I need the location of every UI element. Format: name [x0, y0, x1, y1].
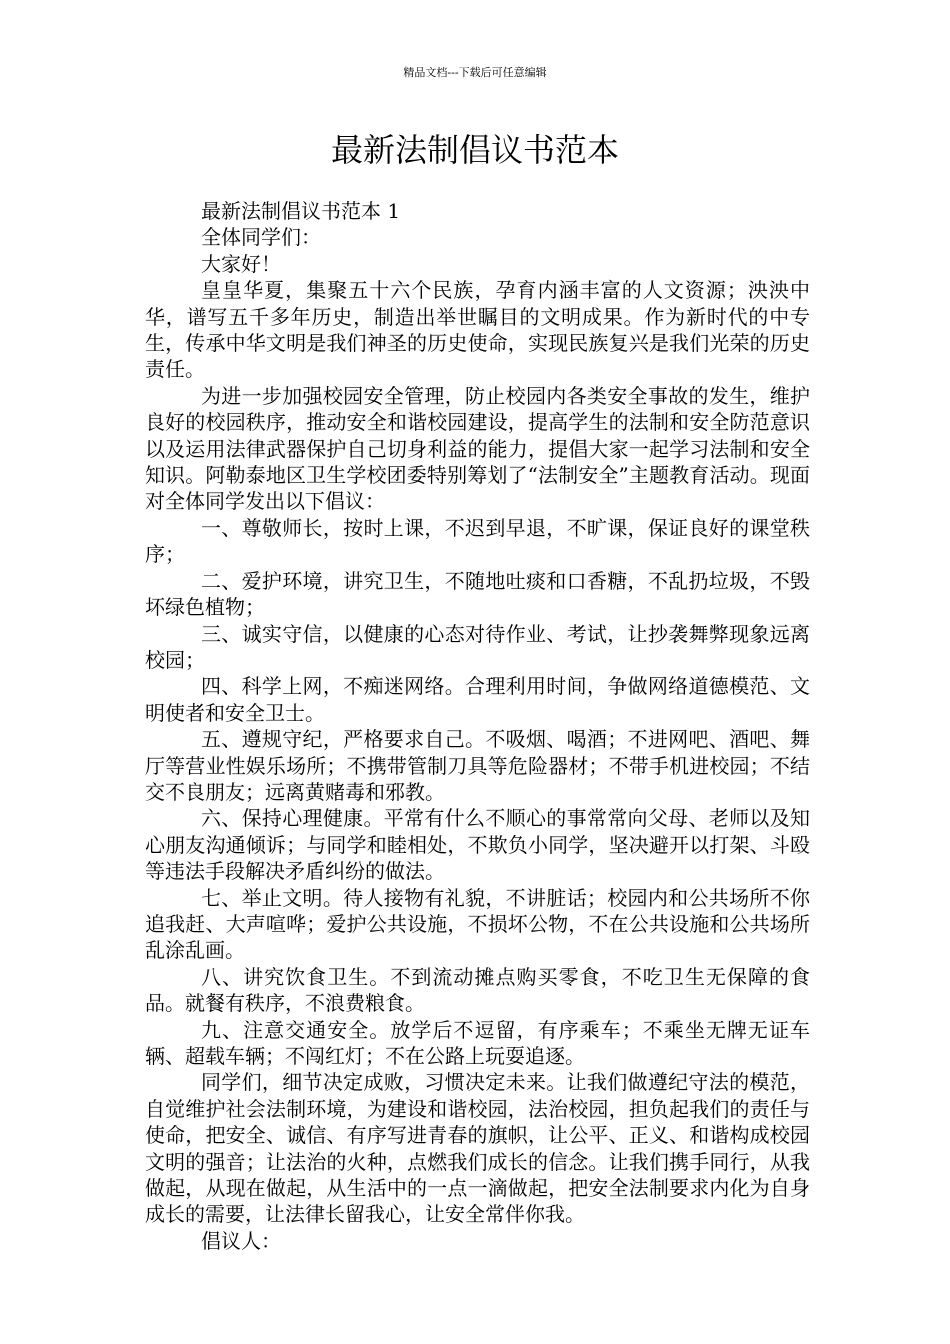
proposal-item-5: 五、遵规守纪，严格要求自己。不吸烟、喝酒；不进网吧、酒吧、舞厅等营业性娱乐场所；不携带管制刀具等危险器材；不带手机进校园；不结交不良朋友；远离黄赌毒和邪教。	[145, 727, 810, 804]
subtitle-line: 最新法制倡议书范本 1	[201, 199, 401, 223]
salutation: 全体同学们：	[201, 225, 321, 250]
proposal-item-8: 八、讲究饮食卫生。不到流动摊点购买零食，不吃卫生无保障的食品。就餐有秩序，不浪费粮食。	[145, 964, 810, 1016]
paragraph-closing: 同学们，细节决定成败，习惯决定未来。让我们做遵纪守法的模范，自觉维护社会法制环境，为建设和谐校园，法治校园，担负起我们的责任与使命，把安全、诚信、有序写进青春的旗帜，让公平、正义、和谐构成校园文明的强音；让法治的火种，点燃我们成长的信念。让我们携手同行，从我做起，从现在做起，从生活中的一点一滴做起，把安全法制要求内化为自身成长的需要，让法律长留我心，让安全常伴你我。	[145, 1070, 810, 1227]
signature-line: 倡议人：	[201, 1228, 281, 1253]
proposal-item-7: 七、举止文明。待人接物有礼貌，不讲脏话；校园内和公共场所不你追我赶、大声喧哗；爱护公共设施，不损坏公物，不在公共设施和公共场所乱涂乱画。	[145, 885, 810, 963]
document-title: 最新法制倡议书范本	[330, 131, 619, 169]
proposal-item-6: 六、保持心理健康。平常有什么不顺心的事常常向父母、老师以及知心朋友沟通倾诉；与同学和睦相处，不欺负小同学，坚决避开以打架、斗殴等违法手段解决矛盾纠纷的做法。	[145, 806, 810, 884]
proposal-item-4: 四、科学上网，不痴迷网络。合理利用时间，争做网络道德模范、文明使者和安全卫士。	[145, 674, 810, 725]
proposal-item-9: 九、注意交通安全。放学后不逗留，有序乘车；不乘坐无牌无证车辆、超载车辆；不闯红灯；不在公路上玩耍追逐。	[145, 1017, 810, 1068]
proposal-item-2: 二、爱护环境，讲究卫生，不随地吐痰和口香糖，不乱扔垃圾，不毁坏绿色植物；	[145, 568, 810, 620]
proposal-item-3: 三、诚实守信，以健康的心态对待作业、考试，让抄袭舞弊现象远离校园；	[145, 621, 810, 672]
paragraph-purpose: 为进一步加强校园安全管理，防止校园内各类安全事故的发生，维护良好的校园秩序，推动安全和谐校园建设，提高学生的法制和安全防范意识以及运用法律武器保护自己切身利益的能力，提倡大家一起学习法制和安全知识。阿勒泰地区卫生学校团委特别筹划了“法制安全”主题教育活动。现面对全体同学发出以下倡议：	[145, 383, 810, 514]
proposal-item-1: 一、尊敬师长，按时上课，不迟到早退，不旷课，保证良好的课堂秩序；	[145, 515, 810, 567]
document-body	[145, 198, 810, 1254]
greeting: 大家好！	[201, 251, 281, 276]
header-note: 精品文档---下载后可任意编辑	[403, 66, 547, 79]
paragraph-intro: 皇皇华夏，集聚五十六个民族，孕育内涵丰富的人文资源；泱泱中华，谱写五千多年历史，制造出举世瞩目的文明成果。作为新时代的中专生，传承中华文明是我们神圣的历史使命，实现民族复兴是我们光荣的历史责任。	[145, 278, 810, 382]
